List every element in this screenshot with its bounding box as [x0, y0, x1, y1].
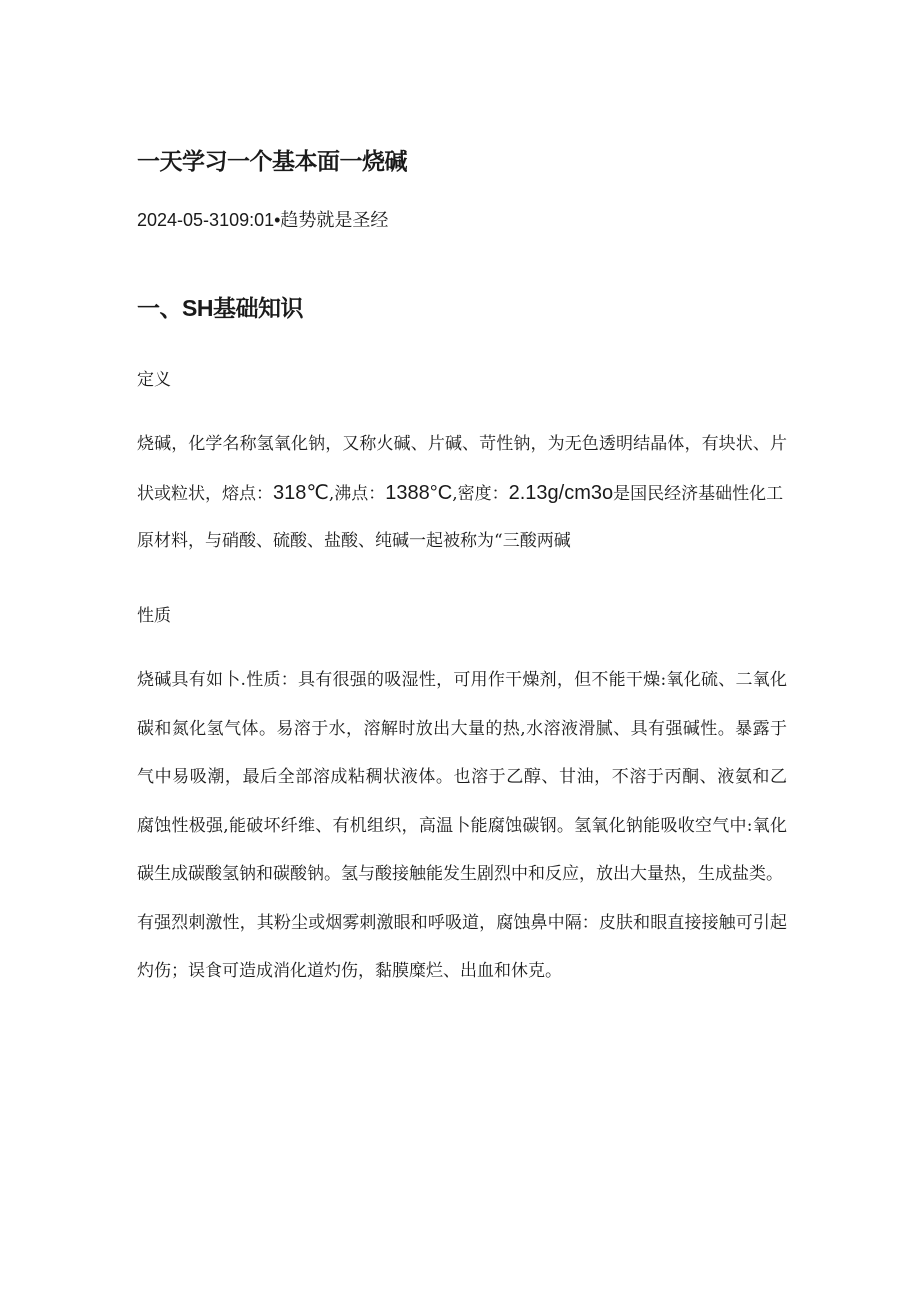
- definition-line-2: [137, 469, 787, 518]
- definition-line-3: 原材料，与硝酸、硫酸、盐酸、纯碱一起被称为“三酸两碱: [137, 531, 571, 551]
- definition-line-2-prefix: 状或粒状，熔点：: [137, 483, 273, 504]
- definition-line-2-density-label: ,密度：: [452, 483, 509, 504]
- article-title: 一天学习一个基本面一烧碱: [137, 148, 407, 174]
- definition-paragraph: [137, 420, 787, 566]
- properties-line-6: 有强烈刺激性，其粉尘或烟雾刺激眼和呼吸道，腐蚀鼻中隔：皮肤和眼直接接触可引起: [137, 912, 787, 933]
- density-value: 2.13g/cm3o: [508, 481, 614, 504]
- definition-label: 定义: [137, 370, 171, 390]
- section-heading: 一、SH基础知识: [137, 295, 303, 321]
- boiling-point: 1388°C: [385, 481, 453, 504]
- properties-line-1: 烧碱具有如卜.性质：具有很强的吸湿性，可用作干燥剂，但不能干燥:氧化硫、二氧化: [137, 670, 787, 690]
- article-meta: 2024-05-3109:01•趋势就是圣经: [137, 210, 389, 230]
- properties-line-4: 腐蚀性极强,能破坏纤维、有机组织，高温卜能腐蚀碳钢。氢氧化钠能吸收空气中:氧化: [137, 815, 787, 836]
- properties-line-7: 灼伤；误食可造成消化道灼伤，黏膜糜烂、出血和休克。: [137, 961, 562, 981]
- melting-point: 318℃: [273, 481, 329, 504]
- properties-line-3: 气中易吸潮，最后全部溶成粘稠状液体。也溶于乙醇、甘油，不溶于丙酮、液氨和乙: [137, 767, 787, 787]
- properties-line-2: 碳和氮化氢气体。易溶于水，溶解时放出大量的热,水溶液滑腻、具有强碱性。暴露于: [137, 718, 787, 739]
- properties-line-5: 碳生成碳酸氢钠和碳酸钠。氢与酸接触能发生剧烈中和反应，放出大量热，生成盐类。: [137, 864, 783, 884]
- definition-line-1: 烧碱，化学名称氢氧化钠，又称火碱、片碱、苛性钠，为无色透明结晶体，有块状、片: [137, 434, 787, 454]
- definition-line-2-mid: ,沸点：: [328, 483, 386, 504]
- properties-label: 性质: [137, 606, 171, 626]
- definition-line-2-suffix: 是国民经济基础性化工: [613, 483, 784, 504]
- properties-paragraph: [137, 656, 787, 996]
